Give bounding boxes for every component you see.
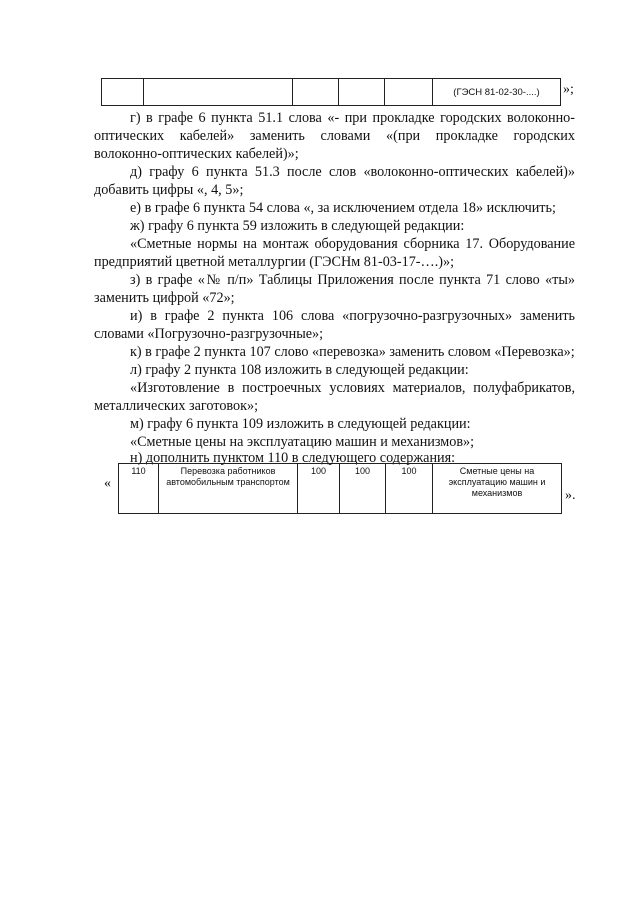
table-row <box>119 464 562 514</box>
table-cell-code: (ГЭСН 81-02-30-....) <box>433 79 561 106</box>
table-cell <box>102 79 144 106</box>
paragraph-zh-line3: предприятий цветной металлургии (ГЭСНм 81-03-17-….)»; <box>94 254 455 270</box>
paragraph-z-line1: з) в графе «№ п/п» Таблицы Приложения после пункта 71 слово «ты» <box>130 272 575 288</box>
item-number-cell: 110 <box>119 464 159 514</box>
paragraph-z-line2: заменить цифрой «72»; <box>94 290 235 306</box>
paragraph-zh-line1: ж) графу 6 пункта 59 изложить в следующей редакции: <box>130 218 465 234</box>
item-name-cell: Перевозка работников автомобильным транспортом <box>159 464 298 514</box>
opening-quote: « <box>104 476 111 491</box>
paragraph-m-line2: «Сметные цены на эксплуатацию машин и механизмов»; <box>130 434 475 450</box>
paragraph-d-line1: д) графу 6 пункта 51.3 после слов «волоконно-оптических кабелей)» <box>130 164 575 180</box>
paragraph-g-line3: волоконно-оптических кабелей)»; <box>94 146 299 162</box>
value-cell: 100 <box>298 464 340 514</box>
paragraph-g-line2: оптических кабелей» заменить словами «(при прокладке городских <box>94 128 575 144</box>
table-cell <box>339 79 385 106</box>
closing-quote: ». <box>565 488 576 503</box>
paragraph-k: к) в графе 2 пункта 107 слово «перевозка» заменить словом «Перевозка»; <box>130 344 575 360</box>
item-note-cell: Сметные цены на эксплуатацию машин и механизмов <box>433 464 562 514</box>
new-item-table <box>118 463 562 514</box>
table-cell <box>293 79 339 106</box>
paragraph-e: е) в графе 6 пункта 54 слова «, за исключением отдела 18» исключить; <box>130 200 556 216</box>
paragraph-i-line1: и) в графе 2 пункта 106 слова «погрузочно-разгрузочных» заменить <box>130 308 575 324</box>
paragraph-g-line1: г) в графе 6 пункта 51.1 слова «- при прокладке городских волоконно- <box>130 110 575 126</box>
paragraph-m-line1: м) графу 6 пункта 109 изложить в следующей редакции: <box>130 416 471 432</box>
paragraph-i-line2: словами «Погрузочно-разгрузочные»; <box>94 326 324 342</box>
value-cell: 100 <box>340 464 386 514</box>
table-cell <box>385 79 433 106</box>
closing-quote: »; <box>563 82 574 97</box>
paragraph-d-line2: добавить цифры «, 4, 5»; <box>94 182 244 198</box>
top-table-fragment <box>101 78 561 106</box>
paragraph-n: н) дополнить пунктом 110 в следующего содержания: <box>130 450 456 466</box>
paragraph-l-line1: л) графу 2 пункта 108 изложить в следующей редакции: <box>130 362 469 378</box>
paragraph-l-line2: «Изготовление в построечных условиях материалов, полуфабрикатов, <box>130 380 575 396</box>
paragraph-l-line3: металлических заготовок»; <box>94 398 259 414</box>
table-cell <box>144 79 293 106</box>
table-row <box>102 79 561 106</box>
paragraph-zh-line2: «Сметные нормы на монтаж оборудования сборника 17. Оборудование <box>130 236 575 252</box>
value-cell: 100 <box>386 464 433 514</box>
